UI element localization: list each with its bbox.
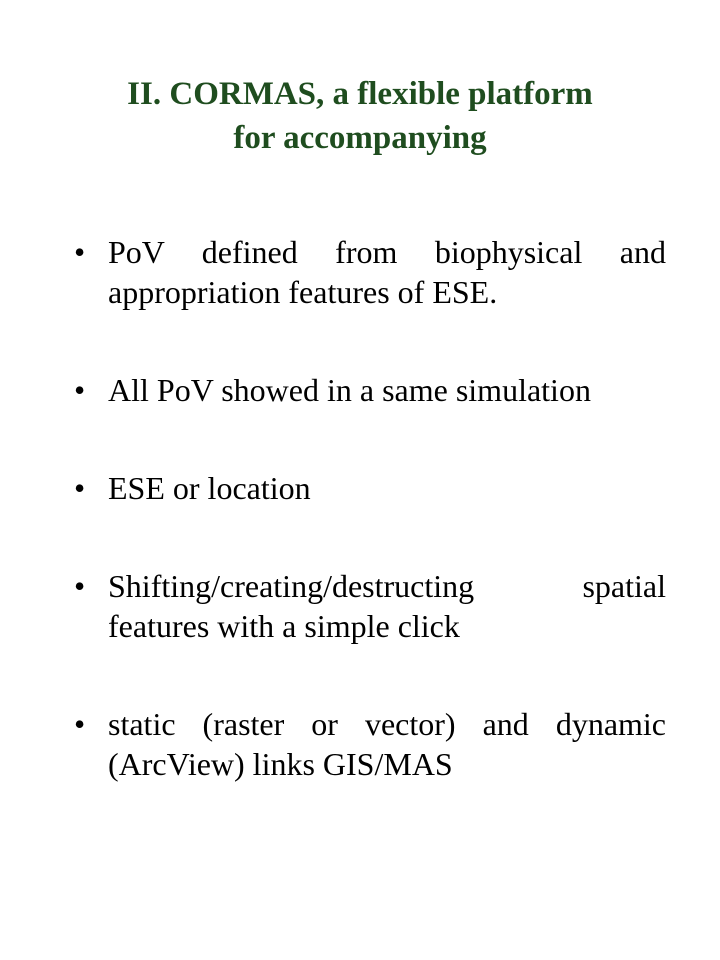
bullet-text: static (raster or vector) and dynamic (ArcView) links GIS/MAS (108, 706, 666, 782)
slide-title-line-2: for accompanying (233, 120, 487, 156)
bullet-item (74, 370, 666, 410)
bullet-dot-icon: • (74, 372, 86, 408)
bullet-item (74, 468, 666, 508)
bullet-item (74, 566, 666, 646)
bullet-text: All PoV showed in a same simulation (108, 372, 591, 408)
bullet-text: PoV defined from biophysical and appropriation features of ESE. (108, 234, 666, 310)
bullet-item (74, 704, 666, 784)
bullet-text: ESE or location (108, 470, 311, 506)
bullet-dot-icon: • (74, 568, 86, 604)
bullet-item (74, 232, 666, 312)
slide-title (40, 72, 680, 160)
bullet-dot-icon: • (74, 706, 86, 742)
bullet-dot-icon: • (74, 234, 86, 270)
slide-title-line-1: II. CORMAS, a flexible platform (127, 76, 593, 112)
bullet-dot-icon: • (74, 470, 86, 506)
bullet-text: Shifting/creating/destructing spatial features with a simple click (108, 568, 666, 644)
bullet-list (74, 232, 666, 842)
